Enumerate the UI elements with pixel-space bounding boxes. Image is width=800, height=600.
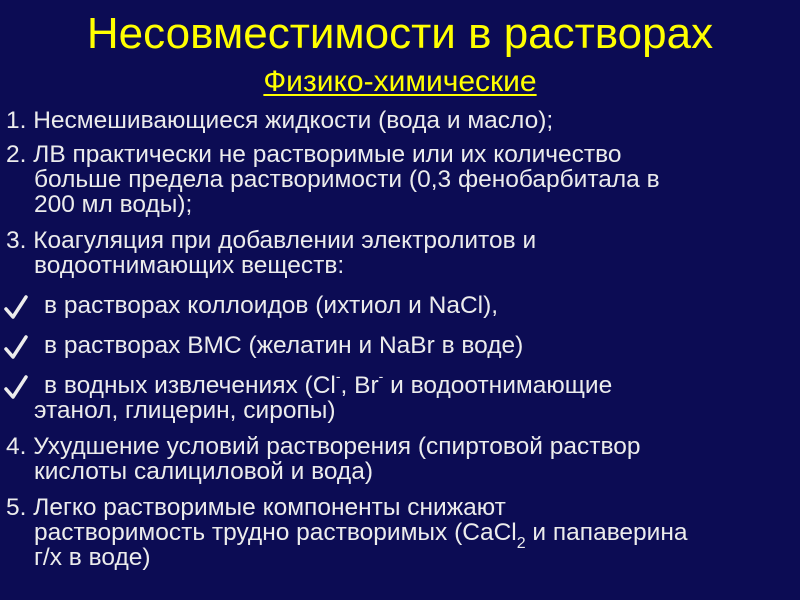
item-5-text-b: и папаверина (525, 519, 688, 546)
calcium-chloride-subscript: 2 (516, 534, 526, 552)
item-4-line-2: кислоты салициловой и вода) (34, 458, 373, 485)
item-2-line-2: больше предела растворимости (0,3 фенобарбитала в (34, 166, 660, 193)
checkmark-icon (4, 294, 28, 320)
check-item-3-line-2: этанол, глицерин, сиропы) (34, 397, 336, 424)
check-item-3-text-b: , Br (340, 372, 379, 399)
check-item-3-line-1 (44, 367, 796, 399)
item-5-line-2 (6, 519, 796, 552)
item-3-line-1: 3. Коагуляция при добавлении электролитов и (6, 227, 537, 254)
check-item-3 (6, 367, 796, 424)
item-4-line-1: 4. Ухудшение условий растворения (спиртовой раствор (6, 433, 641, 460)
slide-title: Несовместимости в растворах (86, 9, 714, 58)
check-item-2 (6, 333, 796, 358)
item-1-line: 1. Несмешивающиеся жидкости (вода и масло); (6, 107, 554, 134)
list-item-2 (6, 142, 796, 217)
list-item-5 (6, 495, 796, 570)
check-item-2-text: в растворах ВМС (желатин и NaBr в воде) (44, 332, 524, 359)
slide-content (6, 108, 796, 570)
list-item-4 (6, 434, 796, 484)
check-item-1-text: в растворах коллоидов (ихтиол и NaCl), (44, 292, 499, 319)
chloride-charge: - (335, 367, 341, 384)
check-item-3-text-c: и водоотнимающие (383, 372, 613, 399)
item-2-line-3: 200 мл воды); (34, 191, 193, 218)
checkmark-icon (4, 374, 28, 400)
check-item-1 (6, 293, 796, 318)
item-5-text-a: растворимость трудно растворимых (CaCl (34, 519, 517, 546)
slide-subtitle: Физико-химические (263, 65, 537, 98)
item-2-line-1: 2. ЛВ практически не растворимые или их количество (6, 141, 622, 168)
list-item-3 (6, 228, 796, 278)
item-5-line-3: г/х в воде) (34, 544, 151, 571)
list-item-1 (6, 108, 796, 133)
checkmark-icon (4, 334, 28, 360)
check-item-3-text-a: в водных извлечениях (Cl (44, 372, 336, 399)
item-3-line-2: водоотнимающих веществ: (34, 252, 345, 279)
item-5-line-1: 5. Легко растворимые компоненты снижают (6, 494, 506, 521)
bromide-charge: - (378, 367, 384, 384)
